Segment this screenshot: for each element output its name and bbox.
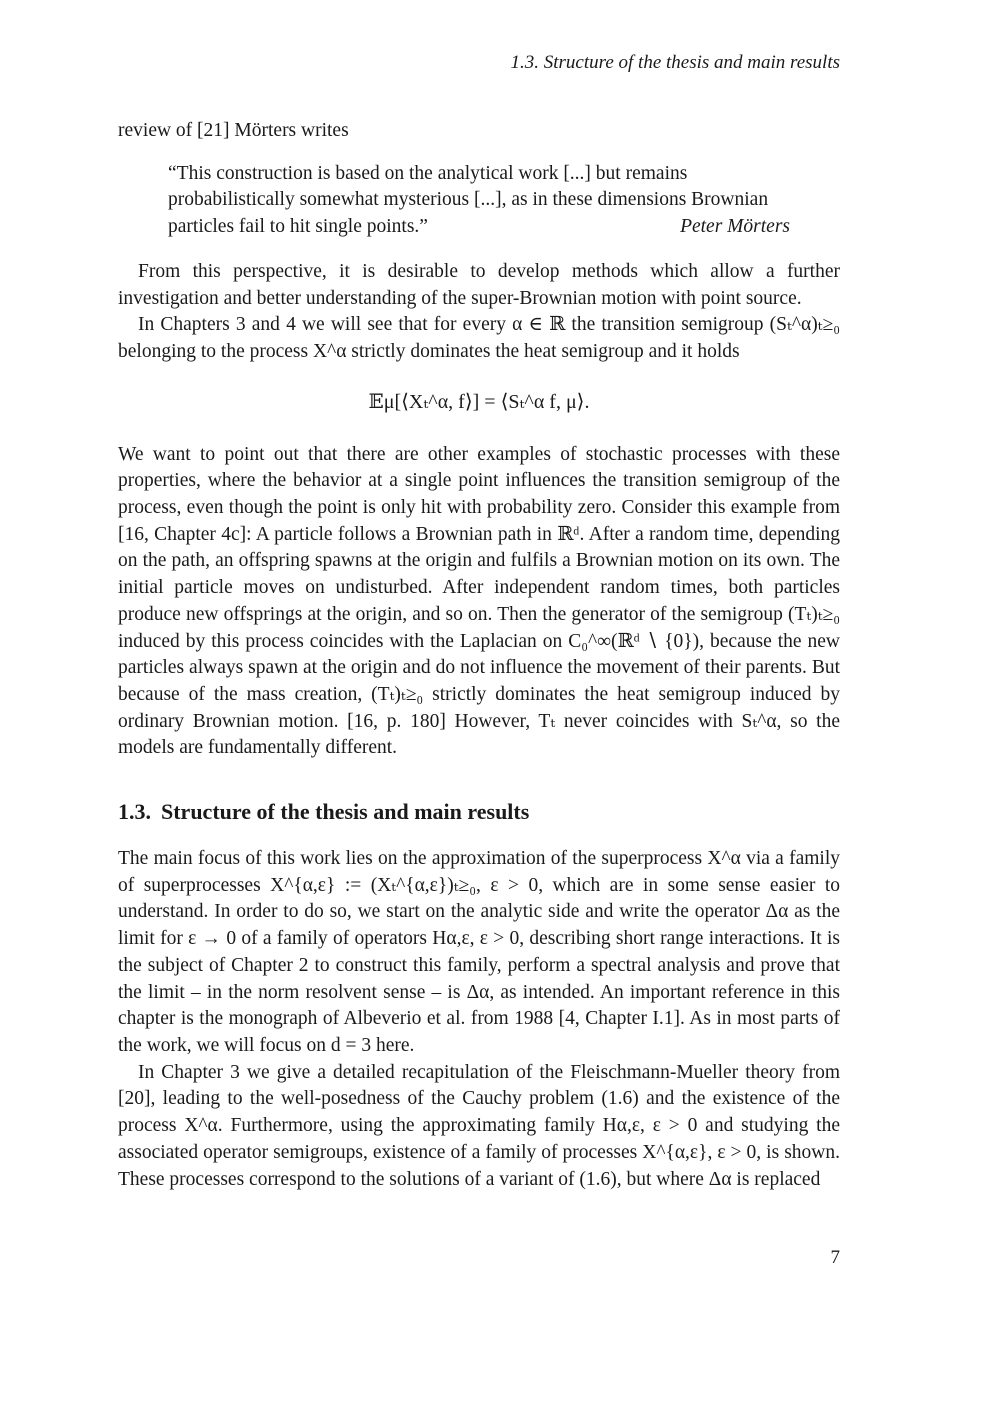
section-number: 1.3. [118, 799, 151, 825]
paragraph: From this perspective, it is desirable to develop methods which allow a further investigation and better understanding of the super-Brownian motion with point source. [118, 260, 840, 309]
section-heading [118, 798, 840, 826]
running-head: 1.3. Structure of the thesis and main results [510, 52, 840, 73]
paragraph: We want to point out that there are other examples of stochastic processes with these properties, where the behavior at a single point influences the transition semigroup of the process, even though the point is only hit with probability zero. Consider this example from [16, Chapter 4c]: A particle follows a Brownian path in ℝᵈ. After a random time, depending on the path, an offspring spawns at the origin and fulfils a Brownian motion on its own. The initial particle moves on undisturbed. After independent random times, both particles produce new offsprings at the origin, and so on. Then the generator of the semigroup (Tₜ)ₜ≥₀ induced by this process coincides with the Laplacian on C₀^∞(ℝᵈ ∖ {0}), because the new particles always spawn at the origin and do not influence the movement of their parents. But because of the mass creation, (Tₜ)ₜ≥₀ strictly dominates the heat semigroup induced by ordinary Brownian motion. [16, p. 180] However, Tₜ never coincides with Sₜ^α, so the models are fundamentally different. [118, 443, 840, 759]
paragraph: In Chapters 3 and 4 we will see that for every α ∈ ℝ the transition semigroup (Sₜ^α)ₜ≥₀ belonging to the process X^α strictly dominates the heat semigroup and it holds [118, 314, 840, 362]
paragraph: In Chapter 3 we give a detailed recapitulation of the Fleischmann-Mueller theory from [20], leading to the well-posedness of the Cauchy problem (1.6) and the existence of the process X^α. Furthermore, using the approximating family Hα,ε, ε > 0 and studying the associated operator semigroups, existence of a family of processes X^{α,ε}, ε > 0, is shown. These processes correspond to the solutions of a variant of (1.6), but where Δα is replaced [118, 1061, 840, 1190]
paragraph: The main focus of this work lies on the approximation of the superprocess X^α via a family of superprocesses X^{α,ε} := (Xₜ^{α,ε})ₜ≥₀, ε > 0, which are in some sense easier to understand. In order to do so, we start on the analytic side and write the operator Δα as the limit for ε → 0 of a family of operators Hα,ε, ε > 0, describing short range interactions. It is the subject of Chapter 2 to construct this family, perform a spectral analysis and prove that the limit – in the norm resolvent sense – is Δα, as intended. An important reference in this chapter is the monograph of Albeverio et al. from 1988 [4, Chapter I.1]. As in most parts of the work, we will focus on d = 3 here. [118, 848, 840, 1056]
quote-author: Peter Mörters [680, 216, 790, 238]
intro-line: review of [21] Mörters writes [118, 120, 349, 141]
quote-text: “This construction is based on the analytical work [...] but remains probabilistically somewhat mysterious [...], as in these dimensions Brownian particles fail to hit single points.” [168, 162, 769, 238]
body-text [118, 118, 840, 1193]
block-quote [168, 161, 790, 241]
section-title: Structure of the thesis and main results [161, 799, 530, 825]
display-equation: 𝔼μ[⟨Xₜ^α, f⟩] = ⟨Sₜ^α f, μ⟩. [368, 390, 590, 413]
page-number: 7 [830, 1247, 840, 1268]
